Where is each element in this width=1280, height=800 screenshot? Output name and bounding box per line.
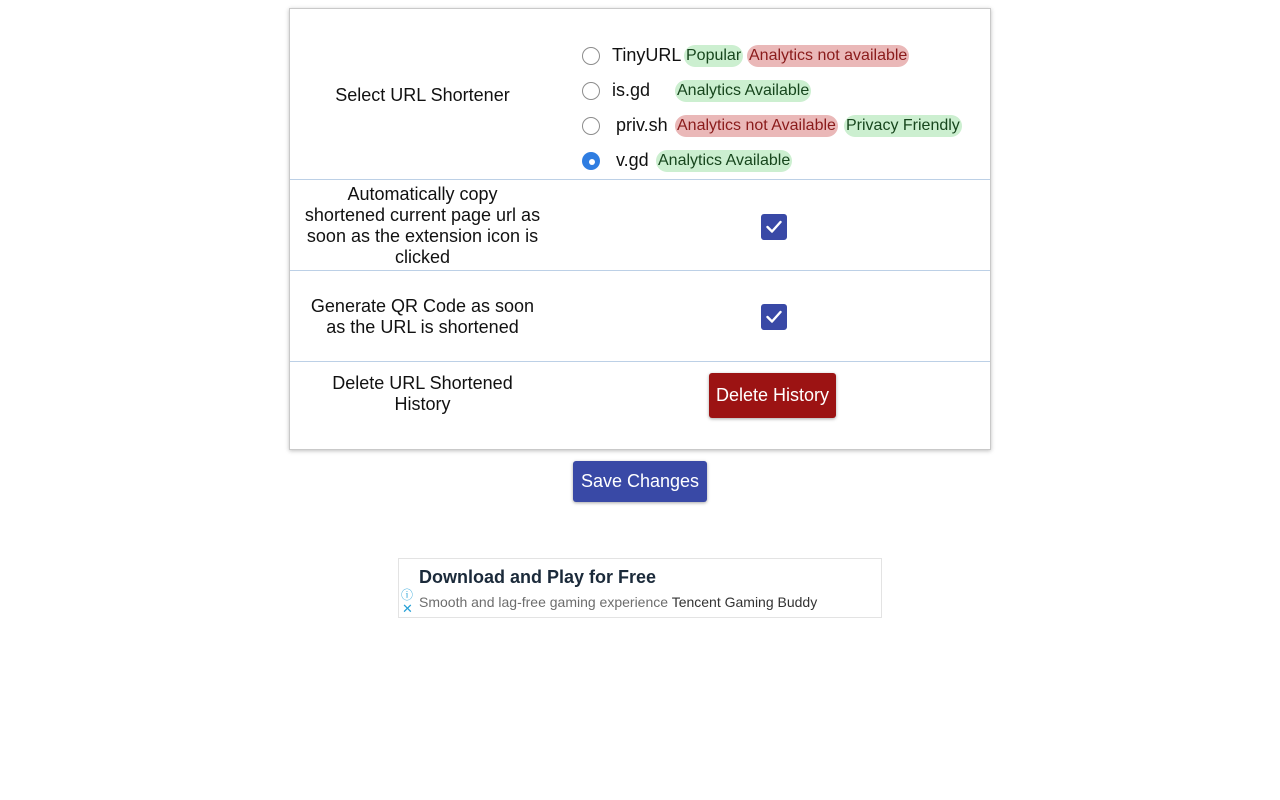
option-name: priv.sh <box>616 115 668 135</box>
badge-analytics-available: Analytics Available <box>675 80 811 102</box>
history-label <box>300 373 545 415</box>
save-changes-button[interactable]: Save Changes <box>573 461 707 502</box>
option-name: TinyURL <box>612 45 682 65</box>
ad-title[interactable]: Download and Play for Free <box>419 567 657 587</box>
radio-privsh[interactable] <box>582 117 600 135</box>
badge-privacy-friendly: Privacy Friendly <box>844 115 962 137</box>
info-icon[interactable]: ⓘ <box>401 588 414 602</box>
label-line: History <box>394 394 451 414</box>
delete-history-button[interactable]: Delete History <box>709 373 836 418</box>
auto-copy-label <box>300 184 545 268</box>
label-line: clicked <box>394 247 451 267</box>
check-icon <box>766 220 782 234</box>
history-row <box>290 362 990 448</box>
label-line: as the URL is shortened <box>326 317 519 337</box>
label-line: shortened current page url as <box>304 205 541 225</box>
badge-popular: Popular <box>684 45 743 67</box>
ad-banner[interactable] <box>398 558 882 618</box>
qr-code-checkbox[interactable] <box>761 304 787 330</box>
radio-vgd[interactable] <box>582 152 600 170</box>
label-line: Automatically copy <box>347 184 498 204</box>
ad-subtitle-text: Smooth and lag-free gaming experience <box>419 594 669 610</box>
qr-code-label <box>300 296 545 338</box>
check-icon <box>766 310 782 324</box>
label-line: Delete URL Shortened <box>332 373 513 393</box>
ad-subtitle[interactable] <box>419 594 817 610</box>
option-name: is.gd <box>612 80 651 100</box>
radio-isgd[interactable] <box>582 82 600 100</box>
radio-tinyurl[interactable] <box>582 47 600 65</box>
auto-copy-checkbox[interactable] <box>761 214 787 240</box>
shortener-row <box>290 9 990 180</box>
auto-copy-row <box>290 180 990 271</box>
ad-brand: Tencent Gaming Buddy <box>671 594 818 610</box>
option-name: v.gd <box>616 150 649 170</box>
shortener-label: Select URL Shortener <box>335 85 510 105</box>
close-icon[interactable]: ✕ <box>402 601 413 616</box>
settings-card <box>289 8 991 450</box>
label-line: Generate QR Code as soon <box>310 296 535 316</box>
badge-analytics-not-available: Analytics not Available <box>675 115 838 137</box>
qr-code-row <box>290 271 990 362</box>
badge-analytics-not-available: Analytics not available <box>747 45 909 67</box>
label-line: soon as the extension icon is <box>306 226 539 246</box>
badge-analytics-available: Analytics Available <box>656 150 792 172</box>
